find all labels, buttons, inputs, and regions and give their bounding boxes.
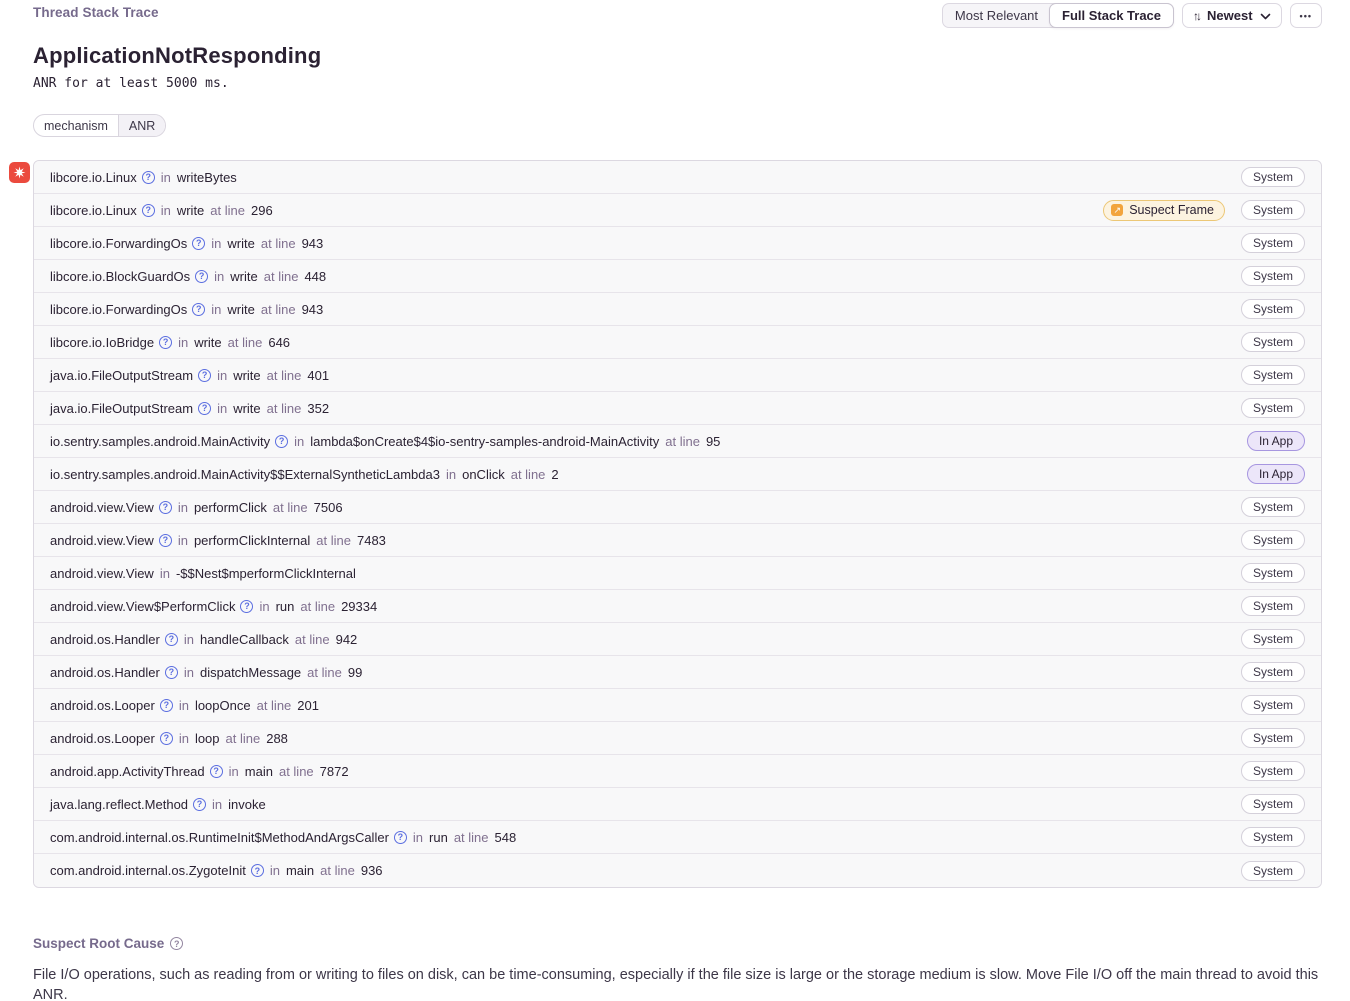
frame-function: invoke	[228, 796, 266, 812]
frame-badge: In App	[1247, 464, 1305, 484]
frame-function: run	[275, 598, 295, 614]
frame-badge: System	[1241, 200, 1305, 220]
frame-line-number: 942	[335, 631, 358, 647]
frame-in-label: in	[178, 334, 189, 350]
frame-function: writeBytes	[176, 169, 237, 185]
frame-line-number: 2	[551, 466, 559, 482]
frame-badges	[1241, 728, 1305, 748]
frame-description	[50, 467, 559, 482]
frame-function: write	[233, 400, 261, 416]
event-subtitle: ANR for at least 5000 ms.	[33, 76, 229, 91]
frame-badge: System	[1241, 497, 1305, 517]
frame-badge: System	[1241, 332, 1305, 352]
frame-function: lambda$onCreate$4$io-sentry-samples-android-MainActivity	[310, 433, 660, 449]
frame-function: handleCallback	[199, 631, 289, 647]
frame-badge: System	[1241, 167, 1305, 187]
question-mark-icon[interactable]: ?	[251, 864, 264, 877]
frame-in-label: in	[217, 367, 228, 383]
frame-module: java.io.FileOutputStream	[50, 400, 194, 416]
frame-row[interactable]	[34, 491, 1321, 524]
frame-at-line-label: at line	[316, 532, 351, 548]
frame-badges	[1247, 464, 1305, 484]
frame-at-line-label: at line	[225, 730, 261, 746]
frame-badges	[1241, 266, 1305, 286]
frame-description	[50, 599, 377, 614]
frame-badges	[1241, 233, 1305, 253]
frame-in-label: in	[211, 235, 222, 251]
frame-module: libcore.io.Linux	[50, 169, 137, 185]
question-mark-icon[interactable]: ?	[160, 732, 173, 745]
frame-at-line-label: at line	[453, 829, 489, 845]
frame-line-number: 448	[304, 268, 327, 284]
frame-function: write	[227, 301, 255, 317]
question-mark-icon[interactable]: ?	[192, 237, 205, 250]
header-controls	[942, 3, 1322, 28]
frame-line-number: 29334	[341, 598, 378, 614]
tab-full-stack-trace[interactable]: Full Stack Trace	[1049, 3, 1174, 28]
frame-module: android.os.Handler	[50, 631, 160, 647]
frame-module: libcore.io.ForwardingOs	[50, 301, 188, 317]
question-mark-icon[interactable]: ?	[198, 402, 211, 415]
frame-in-label: in	[178, 697, 189, 713]
stack-trace-list	[33, 160, 1322, 888]
frame-row[interactable]	[34, 755, 1321, 788]
frame-row[interactable]	[34, 623, 1321, 656]
frame-at-line-label: at line	[307, 664, 342, 680]
frame-line-number: 7483	[356, 532, 386, 548]
question-mark-icon[interactable]: ?	[159, 336, 172, 349]
frame-line-number: 646	[268, 334, 291, 350]
suspect-frame-badge[interactable]	[1103, 200, 1225, 221]
question-mark-icon[interactable]: ?	[159, 501, 172, 514]
stack-trace-view-toggle	[942, 3, 1174, 28]
frame-description	[50, 533, 386, 548]
tag-mechanism[interactable]	[33, 114, 166, 137]
help-icon[interactable]: ?	[170, 937, 183, 950]
frame-badge: System	[1241, 398, 1305, 418]
tab-most-relevant[interactable]: Most Relevant	[954, 8, 1039, 23]
page-title: Thread Stack Trace	[33, 5, 159, 20]
sort-newest-button[interactable]	[1182, 3, 1282, 28]
question-mark-icon[interactable]: ?	[142, 171, 155, 184]
chevron-down-icon	[1260, 8, 1271, 23]
frame-row[interactable]	[34, 821, 1321, 854]
frame-description	[50, 698, 319, 713]
frame-in-label: in	[412, 829, 424, 845]
frame-description	[50, 797, 266, 812]
question-mark-icon[interactable]: ?	[210, 765, 223, 778]
frame-description	[50, 368, 329, 383]
frame-in-label: in	[177, 532, 188, 548]
frame-function: write	[176, 202, 205, 218]
frame-at-line-label: at line	[260, 235, 296, 251]
frame-at-line-label: at line	[256, 697, 292, 713]
frame-at-line-label: at line	[263, 268, 299, 284]
frame-row[interactable]	[34, 392, 1321, 425]
frame-line-number: 943	[301, 301, 324, 317]
more-options-button[interactable]	[1290, 3, 1322, 28]
suspect-root-cause-label: Suspect Root Cause	[33, 936, 165, 951]
frame-badges	[1247, 431, 1305, 451]
frame-badges	[1241, 662, 1305, 682]
frame-module: libcore.io.BlockGuardOs	[50, 268, 191, 284]
frame-badge: System	[1241, 695, 1305, 715]
question-mark-icon[interactable]: ?	[195, 270, 208, 283]
frame-at-line-label: at line	[272, 499, 308, 515]
event-title: ApplicationNotResponding	[33, 43, 322, 68]
frame-line-number: 943	[301, 235, 324, 251]
frame-module: android.view.View	[50, 565, 154, 581]
frame-function: write	[194, 334, 222, 350]
frame-function: -$$Nest$mperformClickInternal	[175, 565, 356, 581]
frame-at-line-label: at line	[266, 367, 302, 383]
frame-badges	[1241, 629, 1305, 649]
frame-description	[50, 203, 273, 218]
frame-row[interactable]	[34, 557, 1321, 590]
stack-trace-section	[33, 160, 1322, 888]
frame-badge: System	[1241, 299, 1305, 319]
frame-description	[50, 566, 356, 581]
tag-key[interactable]: mechanism	[44, 118, 108, 133]
frame-module: com.android.internal.os.RuntimeInit$MethodAndArgsCaller	[50, 829, 389, 845]
frame-badges	[1241, 167, 1305, 187]
frame-function: loop	[194, 730, 220, 746]
frame-row[interactable]	[34, 359, 1321, 392]
frame-function: performClick	[193, 499, 267, 515]
frame-row[interactable]	[34, 458, 1321, 491]
frame-badge: System	[1241, 365, 1305, 385]
frame-badge: System	[1241, 530, 1305, 550]
frame-badge: System	[1241, 761, 1305, 781]
frame-in-label: in	[294, 433, 305, 449]
frame-in-label: in	[160, 169, 171, 185]
frame-at-line-label: at line	[300, 598, 336, 614]
frame-badge: In App	[1247, 431, 1305, 451]
frame-line-number: 7506	[313, 499, 343, 515]
frame-line-number: 936	[360, 863, 383, 878]
frame-at-line-label: at line	[210, 202, 245, 218]
frame-badge: System	[1241, 794, 1305, 814]
frame-in-label: in	[183, 664, 194, 680]
frame-row[interactable]	[34, 524, 1321, 557]
frame-badge: System	[1241, 596, 1305, 616]
frame-in-label: in	[212, 796, 223, 812]
frame-in-label: in	[269, 863, 280, 878]
frame-badges	[1241, 827, 1305, 847]
frame-line-number: 201	[297, 697, 319, 713]
frame-badges	[1241, 398, 1305, 418]
frame-badges	[1241, 794, 1305, 814]
frame-badge: System	[1241, 861, 1305, 881]
frame-badges	[1241, 332, 1305, 352]
frame-at-line-label: at line	[665, 433, 700, 449]
frame-row[interactable]	[34, 161, 1321, 194]
sort-button-label: Newest	[1207, 8, 1253, 23]
tag-value[interactable]: ANR	[118, 115, 165, 136]
frame-at-line-label: at line	[510, 466, 546, 482]
frame-description	[50, 170, 237, 185]
frame-function: write	[233, 367, 261, 383]
frame-row[interactable]	[34, 260, 1321, 293]
frame-module: android.os.Looper	[50, 697, 155, 713]
frame-in-label: in	[183, 631, 194, 647]
frame-badge: System	[1241, 827, 1305, 847]
frame-module: io.sentry.samples.android.MainActivity$$ExternalSyntheticLambda3	[50, 466, 440, 482]
frame-line-number: 7872	[319, 763, 349, 779]
sort-arrows-icon: ↑↓	[1193, 8, 1200, 23]
frame-line-number: 99	[347, 664, 363, 680]
frame-module: android.view.View	[50, 532, 154, 548]
frame-module: libcore.io.Linux	[50, 202, 137, 218]
anr-error-icon	[9, 162, 30, 183]
frame-badges	[1241, 365, 1305, 385]
frame-module: android.os.Looper	[50, 730, 155, 746]
question-mark-icon[interactable]: ?	[394, 831, 407, 844]
external-link-icon: ↗	[1111, 204, 1123, 216]
question-mark-icon[interactable]: ?	[160, 699, 173, 712]
question-mark-icon[interactable]: ?	[198, 369, 211, 382]
frame-module: android.app.ActivityThread	[50, 763, 205, 779]
frame-description	[50, 269, 326, 284]
frame-description	[50, 632, 357, 647]
frame-badges	[1241, 695, 1305, 715]
question-mark-icon[interactable]: ?	[159, 534, 172, 547]
frame-in-label: in	[228, 763, 239, 779]
frame-description	[50, 830, 516, 845]
frame-description	[50, 401, 329, 416]
frame-function: main	[285, 863, 315, 878]
frame-at-line-label: at line	[278, 763, 314, 779]
frame-row[interactable]	[34, 425, 1321, 458]
frame-badge: System	[1241, 563, 1305, 583]
frame-module: android.view.View$PerformClick	[50, 598, 236, 614]
question-mark-icon[interactable]: ?	[192, 303, 205, 316]
frame-function: dispatchMessage	[199, 664, 302, 680]
frame-module: libcore.io.ForwardingOs	[50, 235, 188, 251]
frame-at-line-label: at line	[294, 631, 330, 647]
suspect-root-cause-section	[33, 936, 1322, 1001]
question-mark-icon[interactable]: ?	[275, 435, 288, 448]
frame-description	[50, 731, 288, 746]
frame-badges	[1241, 299, 1305, 319]
frame-row[interactable]	[34, 854, 1321, 887]
frame-module: java.lang.reflect.Method	[50, 796, 189, 812]
frame-badge: System	[1241, 728, 1305, 748]
frame-at-line-label: at line	[227, 334, 263, 350]
frame-in-label: in	[214, 268, 225, 284]
frame-description	[50, 764, 349, 779]
ellipsis-icon: •••	[1299, 10, 1312, 21]
frame-badges	[1241, 563, 1305, 583]
frame-module: android.os.Handler	[50, 664, 160, 680]
frame-row[interactable]	[34, 689, 1321, 722]
frame-badge: System	[1241, 629, 1305, 649]
frame-row[interactable]	[34, 656, 1321, 689]
frame-row[interactable]	[34, 590, 1321, 623]
frame-badges	[1241, 861, 1305, 881]
frame-line-number: 296	[251, 202, 273, 218]
frame-description	[50, 302, 323, 317]
question-mark-icon[interactable]: ?	[193, 798, 206, 811]
frame-row[interactable]	[34, 326, 1321, 359]
frame-module: libcore.io.IoBridge	[50, 334, 155, 350]
frame-in-label: in	[445, 466, 457, 482]
frame-description	[50, 236, 323, 251]
frame-badges	[1241, 596, 1305, 616]
frame-function: write	[227, 235, 255, 251]
frame-in-label: in	[178, 730, 189, 746]
frame-line-number: 548	[494, 829, 517, 845]
frame-in-label: in	[217, 400, 228, 416]
frame-module: java.io.FileOutputStream	[50, 367, 194, 383]
question-mark-icon[interactable]: ?	[142, 204, 155, 217]
frame-at-line-label: at line	[260, 301, 296, 317]
frame-function: write	[230, 268, 258, 284]
frame-function: run	[429, 829, 448, 845]
tags-row	[33, 114, 1322, 137]
frame-row[interactable]	[34, 788, 1321, 821]
question-mark-icon[interactable]: ?	[165, 666, 178, 679]
frame-row[interactable]	[34, 227, 1321, 260]
suspect-root-cause-title	[33, 936, 1322, 951]
frame-module: io.sentry.samples.android.MainActivity	[50, 433, 271, 449]
frame-badge: System	[1241, 233, 1305, 253]
frame-module: com.android.internal.os.ZygoteInit	[50, 863, 246, 878]
frame-badges	[1241, 497, 1305, 517]
frame-row[interactable]	[34, 194, 1321, 227]
question-mark-icon[interactable]: ?	[240, 600, 253, 613]
frame-description	[50, 500, 343, 515]
frame-description	[50, 335, 290, 350]
frame-description	[50, 434, 720, 449]
frame-line-number: 352	[307, 400, 330, 416]
frame-in-label: in	[159, 565, 170, 581]
frame-function: onClick	[462, 466, 505, 482]
frame-in-label: in	[177, 499, 188, 515]
frame-in-label: in	[211, 301, 222, 317]
frame-function: loopOnce	[194, 697, 251, 713]
frame-badges	[1241, 761, 1305, 781]
suspect-root-cause-description: File I/O operations, such as reading from or writing to files on disk, can be time-consuming, especially if the file size is large or the storage medium is slow. Move File I/O off the main thread to avoid this ANR.	[33, 967, 1319, 1001]
frame-module: android.view.View	[50, 499, 154, 515]
frame-line-number: 95	[705, 433, 721, 449]
frame-badges	[1241, 530, 1305, 550]
page-header	[33, 0, 1322, 28]
frame-line-number: 401	[307, 367, 330, 383]
frame-at-line-label: at line	[320, 863, 355, 878]
frame-description	[50, 863, 383, 878]
frame-function: performClickInternal	[193, 532, 311, 548]
frame-in-label: in	[160, 202, 171, 218]
frame-at-line-label: at line	[266, 400, 302, 416]
suspect-frame-label: Suspect Frame	[1129, 203, 1214, 217]
question-mark-icon[interactable]: ?	[165, 633, 178, 646]
frame-function: main	[244, 763, 273, 779]
frame-row[interactable]	[34, 293, 1321, 326]
frame-badges	[1103, 200, 1305, 221]
frame-line-number: 288	[266, 730, 288, 746]
frame-badge: System	[1241, 266, 1305, 286]
frame-row[interactable]	[34, 722, 1321, 755]
frame-in-label: in	[259, 598, 270, 614]
frame-description	[50, 665, 362, 680]
frame-badge: System	[1241, 662, 1305, 682]
